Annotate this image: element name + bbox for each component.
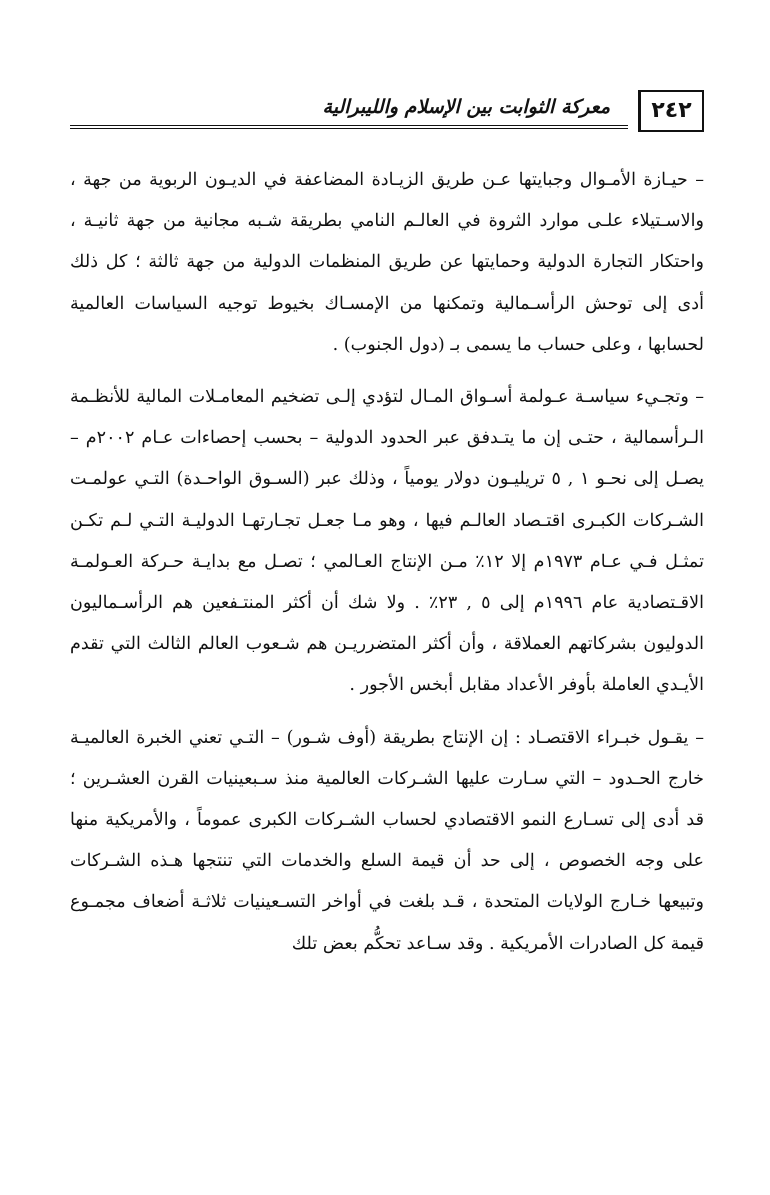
- paragraph: – حيـازة الأمـوال وجبايتها عـن طريق الزيـادة المضاعفة في الديـون الربوية من جهة ، والاسـتيلاء علـى موارد الثروة في العالـم النامي بطريقة شـبه مجانية من جهة ثانيـة ، واحتكار التجارة الدولية وحمايتها عن طريق المنظمات الدولية من جهة ثالثة ؛ كل ذلك أدى إلى توحش الرأسـمالية وتمكنها من الإمسـاك بخيوط توجيه السياسات العالمية لحسابها ، وعلى حساب ما يسمى بـ (دول الجنوب) .: [70, 170, 704, 355]
- body-text: [70, 160, 704, 965]
- page-number-box: ٢٤٢: [638, 90, 704, 132]
- header-divider: [70, 125, 628, 129]
- paragraph: – وتجـيء سياسـة عـولمة أسـواق المـال لتؤدي إلـى تضخيم المعامـلات المالية للأنظـمة الـرأسمالية ، حتـى إن ما يتـدفق عبر الحدود الدولية – بحسب إحصاءات عـام ٢٠٠٢م – يصـل إلى نحـو ١ , ٥ تريليـون دولار يومياً ، وذلك عبر (السـوق الواحـدة) التـي عولمـت الشـركات الكبـرى اقتـصاد العالـم فيها ، وهو مـا جعـل تجـارتهـا الدوليـة التـي لـم تكـن تمثـل فـي عـام ١٩٧٣م إلا ١٢٪ مـن الإنتاج العـالمي ؛ تصـل مع بدايـة حـركة العـولمـة الاقـتصادية عام ١٩٩٦م إلى ٥ , ٢٣٪ . ولا شك أن أكثر المنتـفعين هم الرأسـماليون الدوليون بشركاتهم العملاقة ، وأن أكثر المتضرريـن هم شـعوب العالم الثالث التي تقدم الأيـدي العاملة بأوفر الأعداد مقابل أبخس الأجور .: [70, 387, 704, 696]
- running-header: [70, 90, 704, 136]
- book-title: معركة الثوابت بين الإسلام والليبرالية: [322, 96, 610, 118]
- paragraph: – يقـول خبـراء الاقتصـاد : إن الإنتاج بطريقة (أوف شـور) – التـي تعني الخبرة العالميـة خارج الحـدود – التي سـارت عليها الشـركات العالمية منذ سـبعينيات القرن العشـرين ؛ قد أدى إلى تسـارع النمو الاقتصادي لحساب الشـركات الكبرى عموماً ، والأمريكية منها على وجه الخصوص ، إلى حد أن قيمة السلع والخدمات التي تنتجها هـذه الشـركات وتبيعها خـارج الولايات المتحدة ، قـد بلغت في أواخر التسـعينيات ثلاثـة أضعاف مجمـوع قيمة كل الصادرات الأمريكية . وقد سـاعد تحكُّم بعض تلك: [70, 727, 704, 954]
